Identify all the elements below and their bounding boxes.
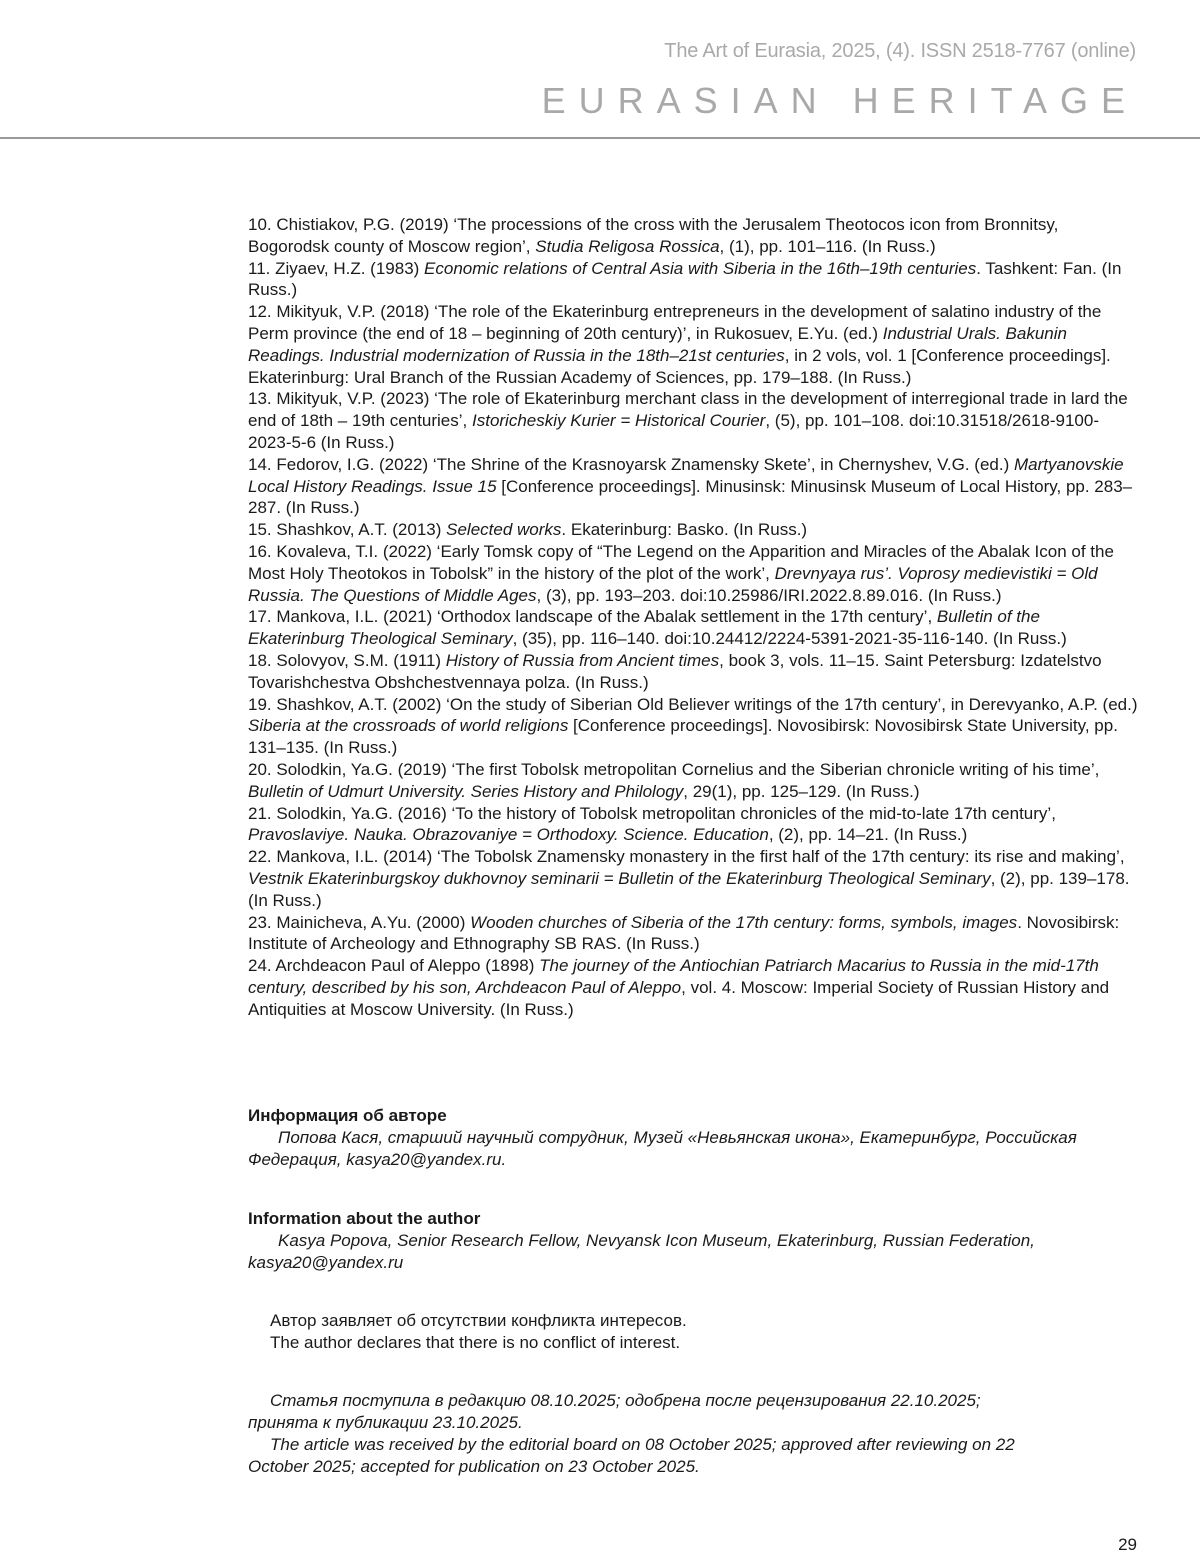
- reference-text: , (5), pp. 101–108. doi:10.31518/2618-9100-2023-5-6 (In Russ.): [248, 411, 1099, 452]
- reference-text: 10. Chistiakov, P.G. (2019) ‘The processions of the cross with the Jerusalem Theotocos icon from Bronnitsy, Bogorodsk county of Moscow region’,: [248, 215, 1059, 256]
- reference-item: [248, 606, 1138, 650]
- author-info-en: [248, 1208, 1138, 1274]
- reference-item: [248, 454, 1138, 519]
- reference-text: , (3), pp. 193–203. doi:10.25986/IRI.2022.8.89.016. (In Russ.): [536, 585, 1002, 605]
- reference-text: , (2), pp. 139–178. (In Russ.): [248, 868, 1130, 910]
- dates-ru: Статья поступила в редакцию 08.10.2025; одобрена после рецензирования 22.10.2025; принята к публикации 23.10.2025.: [248, 1391, 981, 1432]
- reference-text: 17. Mankova, I.L. (2021) ‘Orthodox landscape of the Abalak settlement in the 17th century’,: [248, 607, 937, 627]
- reference-text: 20. Solodkin, Ya.G. (2019) ‘The first Tobolsk metropolitan Cornelius and the Siberian chronicle writing of his time’,: [248, 759, 1100, 779]
- dates-en: The article was received by the editorial board on 08 October 2025; approved after reviewing on 22 October 2025; accepted for publication on 23 October 2025.: [248, 1435, 1015, 1476]
- header-rule: [0, 137, 1200, 139]
- reference-list: [248, 214, 1138, 1020]
- reference-item: [248, 955, 1138, 1020]
- conflict-statement: [248, 1310, 1138, 1354]
- reference-text: , book 3, vols. 11–15. Saint Petersburg: Izdatelstvo Tovarishchestva Obshchestvennaya polza. (In Russ.): [248, 650, 1102, 692]
- reference-text: , vol. 4. Moscow: Imperial Society of Russian History and Antiquities at Moscow University. (In Russ.): [248, 977, 1110, 1019]
- author-text-ru: Попова Кася, старший научный сотрудник, Музей «Невьянская икона», Екатеринбург, Российская Федерация, kasya20@yandex.ru.: [248, 1128, 1077, 1169]
- author-info-ru: [248, 1105, 1138, 1171]
- reference-text: 15. Shashkov, A.T. (2013): [248, 520, 447, 540]
- reference-item: [248, 650, 1138, 694]
- reference-text: 12. Mikityuk, V.P. (2018) ‘The role of the Ekaterinburg entrepreneurs in the development of salatino industry of the Perm province (the end of 18 – beginning of 20th century)’, in Rukosuev, E.Yu. (ed.): [248, 302, 1102, 343]
- reference-text: 16. Kovaleva, T.I. (2022) ‘Early Tomsk copy of “The Legend on the Apparition and Miracles of the Abalak Icon of the Most Holy Theotokos in Tobolsk” in the history of the plot of the work’,: [248, 541, 1114, 583]
- reference-item: [248, 258, 1138, 302]
- reference-source-title: Bulletin of Udmurt University. Series History and Philology: [248, 781, 684, 801]
- reference-text: [Conference proceedings]. Novosibirsk: Novosibirsk State University, pp. 131–135. (In Russ.): [248, 716, 1118, 758]
- reference-source-title: Bulletin of the Ekaterinburg Theological Seminary: [248, 607, 1040, 649]
- reference-source-title: Industrial Urals. Bakunin Readings. Industrial modernization of Russia in the 18th–21st centuries: [248, 323, 1067, 365]
- reference-text: 11. Ziyaev, H.Z. (1983): [248, 258, 425, 278]
- reference-source-title: Martyanovskie Local History Readings. Issue 15: [248, 454, 1124, 496]
- reference-item: [248, 214, 1138, 258]
- reference-text: , (2), pp. 14–21. (In Russ.): [768, 825, 968, 845]
- reference-source-title: Istoricheskiy Kurier = Historical Courier: [472, 411, 766, 431]
- reference-source-title: Drevnyaya rus’. Voprosy medievistiki = Old Russia. The Questions of Middle Ages: [248, 563, 1098, 605]
- article-dates: [248, 1390, 1138, 1478]
- reference-text: , in 2 vols, vol. 1 [Conference proceedings]. Ekaterinburg: Ural Branch of the Russian Academy of Sciences, pp. 179–188. (In Russ.): [248, 345, 1111, 387]
- reference-text: , (35), pp. 116–140. doi:10.24412/2224-5391-2021-35-116-140. (In Russ.): [512, 629, 1067, 649]
- author-heading-en: Information about the author: [248, 1209, 481, 1228]
- reference-item: [248, 694, 1138, 759]
- author-heading-ru: Информация об авторе: [248, 1106, 447, 1125]
- reference-text: 21. Solodkin, Ya.G. (2016) ‘To the history of Tobolsk metropolitan chronicles of the mid-to-late 17th century’,: [248, 803, 1056, 823]
- reference-item: [248, 803, 1138, 847]
- reference-text: , (1), pp. 101–116. (In Russ.): [719, 236, 936, 256]
- reference-item: [248, 759, 1138, 803]
- reference-item: [248, 301, 1138, 388]
- reference-text: . Tashkent: Fan. (In Russ.): [248, 258, 1122, 300]
- reference-item: [248, 541, 1138, 606]
- reference-item: [248, 846, 1138, 911]
- reference-text: 22. Mankova, I.L. (2014) ‘The Tobolsk Znamensky monastery in the first half of the 17th century: its rise and making’,: [248, 847, 1125, 867]
- reference-source-title: The journey of the Antiochian Patriarch Macarius to Russia in the mid-17th century, described by his son, Archdeacon Paul of Aleppo: [248, 956, 1099, 997]
- reference-source-title: History of Russia from Ancient times: [445, 650, 720, 670]
- reference-source-title: Selected works: [446, 520, 562, 540]
- reference-text: . Ekaterinburg: Basko. (In Russ.): [561, 520, 808, 540]
- reference-text: 18. Solovyov, S.M. (1911): [248, 650, 446, 670]
- reference-text: [Conference proceedings]. Minusinsk: Minusinsk Museum of Local History, pp. 283–287. (In Russ.): [248, 476, 1133, 518]
- reference-text: , 29(1), pp. 125–129. (In Russ.): [683, 781, 920, 801]
- reference-text: 24. Archdeacon Paul of Aleppo (1898): [248, 956, 540, 976]
- reference-text: 13. Mikityuk, V.P. (2023) ‘The role of Ekaterinburg merchant class in the development of interregional trade in lard the end of 18th – 19th centuries’,: [248, 389, 1128, 431]
- reference-text: . Novosibirsk: Institute of Archeology and Ethnography SB RAS. (In Russ.): [248, 912, 1120, 954]
- section-title: EURASIAN HERITAGE: [541, 80, 1138, 121]
- reference-source-title: Economic relations of Central Asia with Siberia in the 16th–19th centuries: [424, 258, 977, 278]
- reference-source-title: Studia Religosa Rossica: [535, 236, 720, 256]
- reference-source-title: Vestnik Ekaterinburgskoy dukhovnoy seminarii = Bulletin of the Ekaterinburg Theological Seminary: [248, 868, 991, 888]
- page-number: 29: [1118, 1535, 1137, 1554]
- conflict-en: The author declares that there is no conflict of interest.: [270, 1333, 681, 1352]
- reference-source-title: Wooden churches of Siberia of the 17th century: forms, symbols, images: [470, 912, 1018, 932]
- reference-item: [248, 388, 1138, 453]
- reference-text: 19. Shashkov, A.T. (2002) ‘On the study of Siberian Old Believer writings of the 17th century’, in Derevyanko, A.P. (ed.): [248, 694, 1138, 714]
- reference-item: [248, 912, 1138, 956]
- reference-text: 14. Fedorov, I.G. (2022) ‘The Shrine of the Krasnoyarsk Znamensky Skete’, in Chernyshev, V.G. (ed.): [248, 454, 1014, 474]
- journal-info: The Art of Eurasia, 2025, (4). ISSN 2518-7767 (online): [664, 40, 1136, 62]
- author-text-en: Kasya Popova, Senior Research Fellow, Nevyansk Icon Museum, Ekaterinburg, Russian Federation, kasya20@yandex.ru: [248, 1231, 1035, 1272]
- conflict-ru: Автор заявляет об отсутствии конфликта интересов.: [270, 1311, 687, 1330]
- reference-source-title: Pravoslaviye. Nauka. Obrazovaniye = Orthodoxy. Science. Education: [248, 825, 769, 845]
- reference-text: 23. Mainicheva, A.Yu. (2000): [248, 912, 471, 932]
- reference-source-title: Siberia at the crossroads of world religions: [248, 716, 569, 736]
- reference-item: [248, 519, 1138, 541]
